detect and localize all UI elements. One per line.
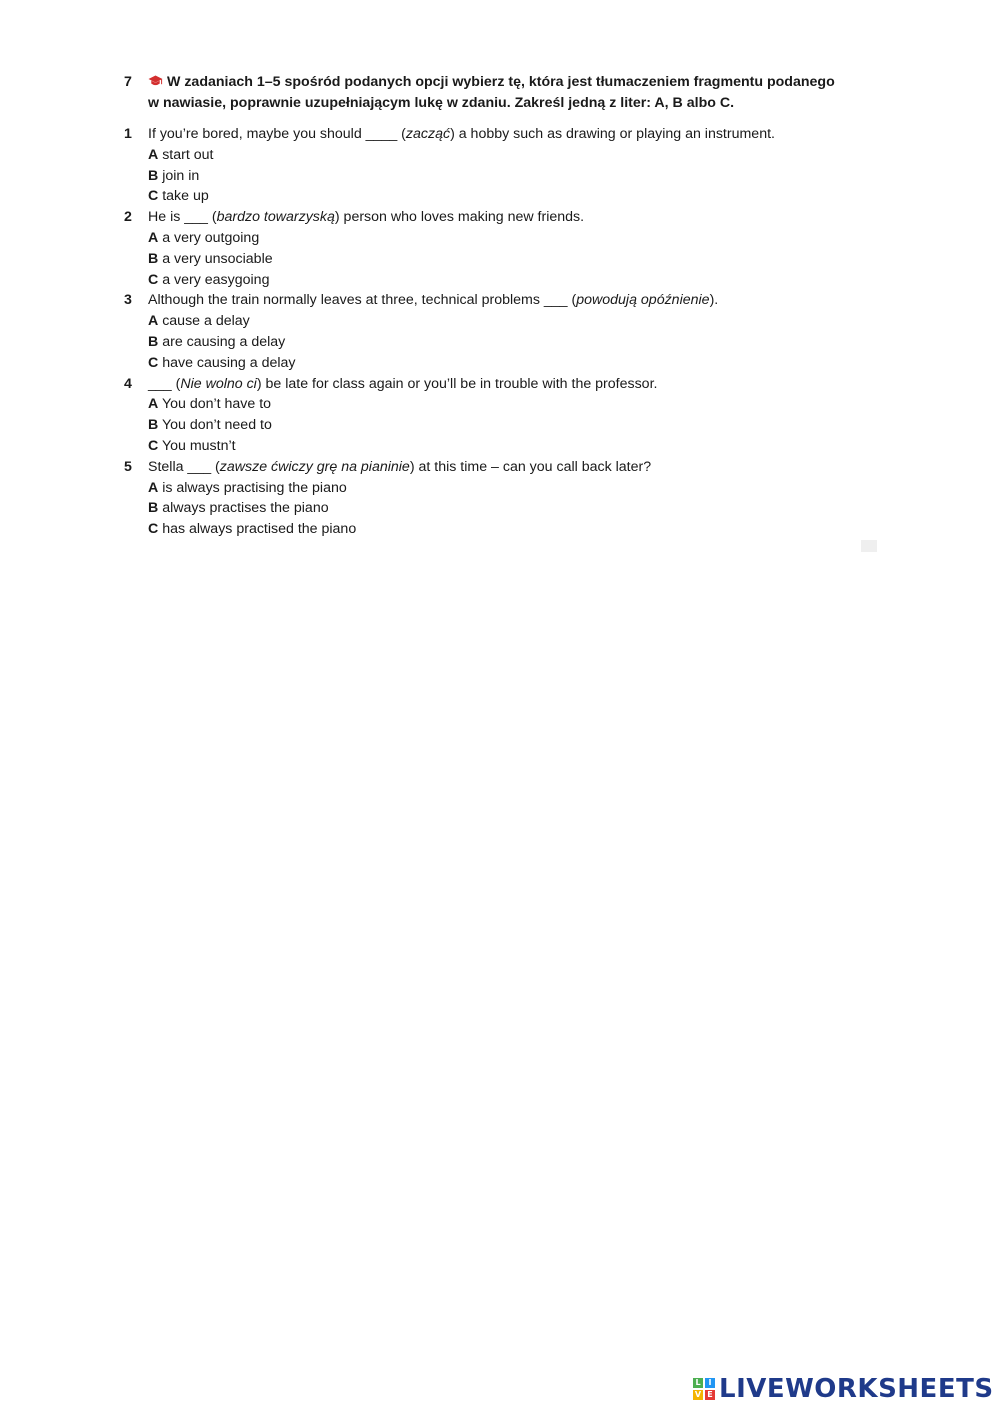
question-hint: Nie wolno ci [180, 375, 257, 392]
question-3 [124, 290, 884, 373]
option-c[interactable]: C has always practised the piano [148, 521, 357, 538]
question-4 [124, 374, 884, 457]
task-instruction-line-1: W zadaniach 1–5 spośród podanych opcji wybierz tę, która jest tłumaczeniem fragmentu podanego [148, 72, 884, 93]
task-number: 7 [124, 74, 132, 90]
question-1 [124, 124, 884, 207]
question-number: 4 [124, 375, 132, 392]
option-b[interactable]: B always practises the piano [148, 500, 329, 517]
option-b[interactable]: B You don’t need to [148, 417, 272, 434]
task-7 [124, 72, 884, 540]
question-text: Although the train normally leaves at three, technical problems ___ (powodują opóźnienie). [148, 292, 719, 309]
question-2 [124, 207, 884, 290]
task-instruction-line-2: w nawiasie, poprawnie uzupełniającym lukę w zdaniu. Zakreśl jedną z liter: A, B albo C. [148, 95, 735, 111]
blank-placeholder [861, 540, 877, 552]
logo-wordmark: LIVEWORKSHEETS [719, 1374, 994, 1404]
question-number: 5 [124, 458, 132, 475]
logo-mark-letter: L [693, 1378, 703, 1388]
option-c[interactable]: C a very easygoing [148, 271, 270, 288]
liveworksheets-logo [693, 1374, 994, 1404]
graduation-cap-icon [148, 75, 163, 87]
option-c[interactable]: C take up [148, 188, 209, 205]
option-b[interactable]: B a very unsociable [148, 250, 273, 267]
liveworksheets-logo-icon [693, 1378, 715, 1400]
option-c[interactable]: C have causing a delay [148, 354, 296, 371]
option-a[interactable]: A a very outgoing [148, 229, 260, 246]
question-number: 2 [124, 209, 132, 226]
option-b[interactable]: B join in [148, 167, 200, 184]
option-a[interactable]: A You don’t have to [148, 396, 272, 413]
question-hint: bardzo towarzyską [216, 209, 335, 226]
option-a[interactable]: A start out [148, 146, 214, 163]
question-text: Stella ___ (zawsze ćwiczy grę na pianinie) at this time – can you call back later? [148, 458, 652, 475]
question-hint: powodują opóźnienie [576, 292, 710, 309]
option-c[interactable]: C You mustn’t [148, 437, 236, 454]
question-number: 3 [124, 292, 132, 309]
option-a[interactable]: A cause a delay [148, 313, 250, 330]
question-number: 1 [124, 126, 132, 142]
question-text: If you’re bored, maybe you should ____ (zacząć) a hobby such as drawing or playing an instrument. [148, 126, 775, 142]
question-text: ___ (Nie wolno ci) be late for class again or you’ll be in trouble with the professor. [148, 375, 658, 392]
option-a[interactable]: A is always practising the piano [148, 479, 347, 496]
option-b[interactable]: B are causing a delay [148, 333, 286, 350]
logo-mark-letter: E [705, 1390, 715, 1400]
question-text: He is ___ (bardzo towarzyską) person who loves making new friends. [148, 209, 585, 226]
logo-mark-letter: I [705, 1378, 715, 1388]
question-hint: zawsze ćwiczy grę na pianinie [219, 458, 410, 475]
logo-mark-letter: V [694, 1390, 702, 1399]
question-list [124, 124, 884, 540]
question-5 [124, 457, 884, 540]
task-instruction [124, 72, 884, 114]
question-hint: zacząć [405, 126, 451, 142]
